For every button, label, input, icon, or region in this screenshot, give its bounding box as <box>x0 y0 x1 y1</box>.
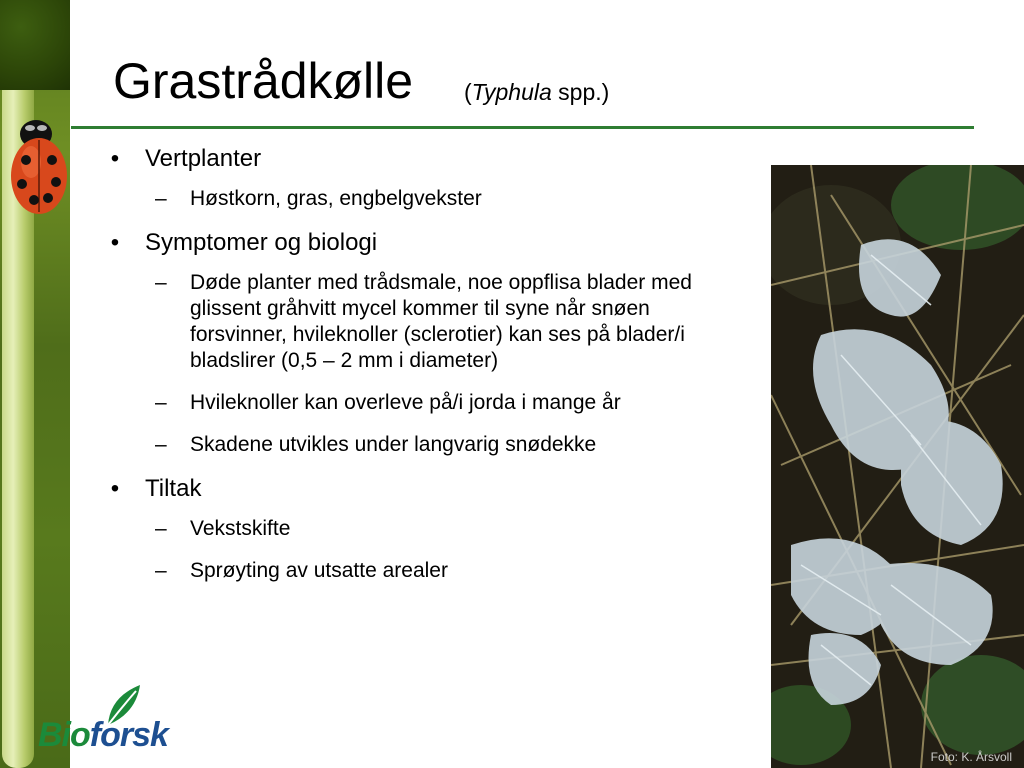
sub-bullet-text: Vekstskifte <box>190 517 291 540</box>
sub-bullet-item <box>105 390 745 416</box>
sub-bullet-item <box>105 558 745 584</box>
sub-bullet-item <box>105 186 745 212</box>
mycelium-illustration <box>771 165 1024 768</box>
photo-credit: Foto: K. Årsvoll <box>930 750 1012 764</box>
bullet-marker: • <box>110 145 120 172</box>
dash-marker: – <box>155 433 167 456</box>
bullet-item <box>105 474 745 504</box>
dash-marker: – <box>155 187 167 210</box>
dash-marker: – <box>155 391 167 414</box>
dash-marker: – <box>155 517 167 540</box>
bullet-item <box>105 228 745 258</box>
decorative-stem-strip <box>0 0 70 768</box>
bullet-marker: • <box>110 229 120 256</box>
bullet-item <box>105 144 745 174</box>
dash-marker: – <box>155 271 167 294</box>
bullet-text: Symptomer og biologi <box>145 229 378 256</box>
sub-bullet-text: Hvileknoller kan overleve på/i jorda i mange år <box>190 391 621 414</box>
title-divider <box>71 126 974 129</box>
sub-bullet-item <box>105 432 745 458</box>
sub-bullet-text: Sprøyting av utsatte arealer <box>190 559 448 582</box>
mycelium-photo <box>771 165 1024 768</box>
logo-part-forsk: forsk <box>89 716 168 754</box>
bioforsk-logo <box>38 683 188 763</box>
sub-bullet-text: Døde planter med trådsmale, noe oppflisa blader med glissent gråhvitt mycel kommer til syne når snøen forsvinner, hvileknoller (sclerotier) kan ses på blader/i bladslirer (0,5 – 2 mm i diameter) <box>190 271 692 372</box>
bullet-list <box>105 140 745 584</box>
slide-subtitle <box>464 78 609 106</box>
slide-title: Grastrådkølle <box>113 53 414 109</box>
sub-bullet-item <box>105 270 750 374</box>
sub-bullet-text: Skadene utvikles under langvarig snødekke <box>190 433 597 456</box>
ladybug-icon <box>6 112 68 224</box>
logo-part-bio: Bio <box>38 716 90 754</box>
sub-bullet-item <box>105 516 745 542</box>
dash-marker: – <box>155 559 167 582</box>
bullet-text: Vertplanter <box>145 145 262 172</box>
sub-bullet-text: Høstkorn, gras, engbelgvekster <box>190 187 482 210</box>
subtitle-paren-open: ( <box>464 79 472 105</box>
bullet-marker: • <box>110 475 120 502</box>
subtitle-genus: Typhula <box>471 79 552 105</box>
leaf-image <box>0 0 70 90</box>
logo-wordmark <box>38 716 168 755</box>
bullet-text: Tiltak <box>145 475 202 502</box>
subtitle-rest: spp.) <box>551 79 610 105</box>
